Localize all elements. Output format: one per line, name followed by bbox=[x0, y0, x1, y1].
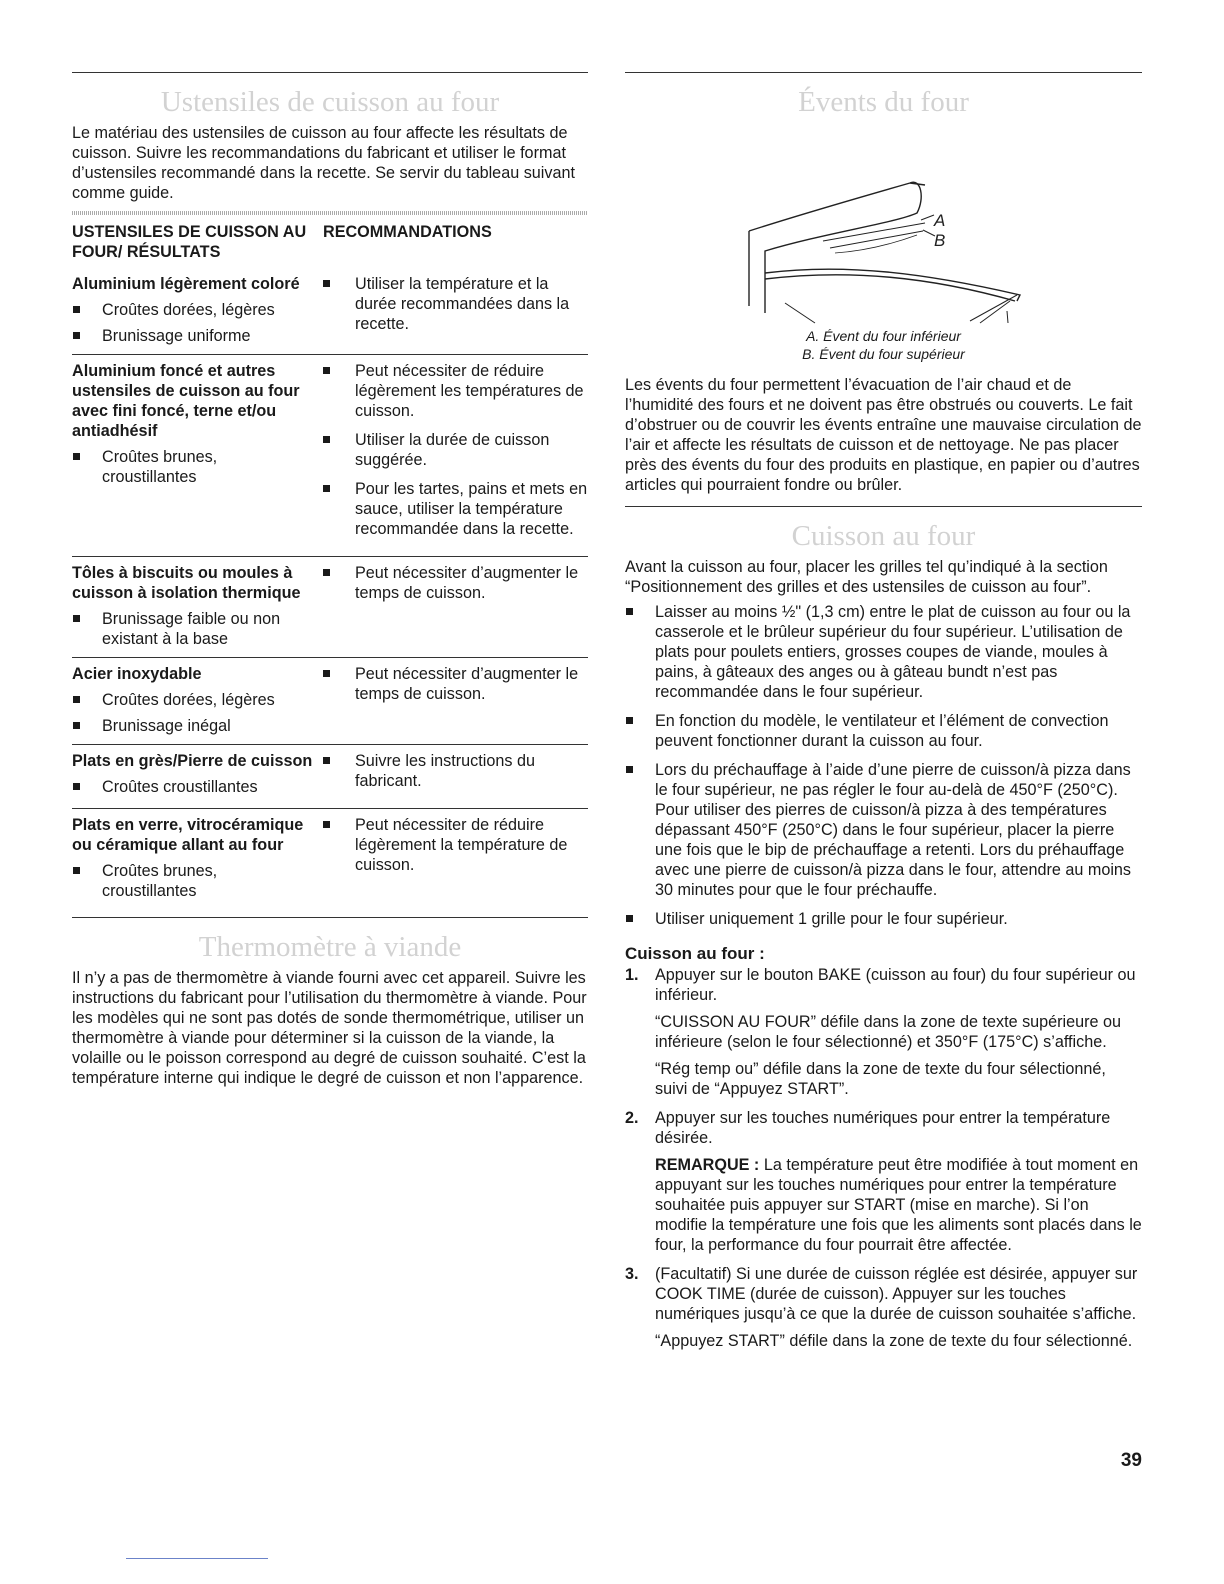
bakeware-cell bbox=[72, 355, 315, 557]
material-name: Aluminium légèrement coloré bbox=[72, 275, 300, 293]
note-label: REMARQUE : bbox=[655, 1156, 760, 1174]
section-rule bbox=[72, 917, 588, 918]
table-row bbox=[72, 809, 588, 910]
step-note bbox=[655, 1155, 1142, 1255]
bakeware-cell bbox=[72, 745, 315, 809]
recommendation-cell bbox=[315, 809, 588, 910]
result-item: Croûtes dorées, légères bbox=[72, 690, 315, 710]
step-paragraph: “Appuyez START” défile dans la zone de texte du four sélectionné. bbox=[655, 1332, 1133, 1350]
recommendation-item: Peut nécessiter d’augmenter le temps de cuisson. bbox=[323, 563, 588, 603]
recommendation-item: Peut nécessiter de réduire légèrement les températures de cuisson. bbox=[323, 361, 588, 421]
caption-lower-vent: A. Évent du four inférieur bbox=[806, 328, 961, 344]
baking-bullet: Laisser au moins ½" (1,3 cm) entre le plat de cuisson au four ou la casserole et le brûleur supérieur du four supérieur. L’utilisation de plats pour poulets entiers, grosses coupes de viande, moules à pains, à gâteaux des anges ou à gâteau bundt n’est pas recommandée dans le four supérieur. bbox=[625, 602, 1142, 702]
bakeware-cell bbox=[72, 809, 315, 910]
baking-step bbox=[625, 1264, 1142, 1351]
page-number: 39 bbox=[1120, 1450, 1142, 1471]
vents-title: Évents du four bbox=[798, 86, 969, 118]
table-header-bakeware: USTENSILES DE CUISSON AU FOUR/ RÉSULTATS bbox=[72, 223, 307, 261]
result-item: Brunissage faible ou non existant à la base bbox=[72, 609, 315, 649]
result-item: Brunissage uniforme bbox=[72, 326, 315, 346]
table-body bbox=[72, 268, 588, 909]
result-item: Croûtes dorées, légères bbox=[72, 300, 315, 320]
bakeware-table bbox=[72, 215, 588, 909]
recommendation-cell bbox=[315, 557, 588, 658]
recommendations-list bbox=[323, 664, 588, 704]
baking-bullet: En fonction du modèle, le ventilateur et l’élément de convection peuvent fonctionner durant la cuisson au four. bbox=[625, 711, 1142, 751]
result-item: Croûtes croustillantes bbox=[72, 777, 315, 797]
baking-step bbox=[625, 965, 1142, 1099]
thermometer-title: Thermomètre à viande bbox=[198, 931, 462, 963]
vent-label-a: A bbox=[934, 211, 946, 230]
recommendation-cell bbox=[315, 268, 588, 355]
baking-bullet: Utiliser uniquement 1 grille pour le four supérieur. bbox=[625, 909, 1142, 929]
results-list bbox=[72, 447, 315, 487]
recommendation-item: Utiliser la durée de cuisson suggérée. bbox=[323, 430, 588, 470]
recommendation-item: Peut nécessiter de réduire légèrement la température de cuisson. bbox=[323, 815, 588, 875]
table-row bbox=[72, 658, 588, 745]
table-row bbox=[72, 557, 588, 658]
bakeware-intro: Le matériau des ustensiles de cuisson au four affecte les résultats de cuisson. Suivre les recommandations du fabricant et utiliser le format d’ustensiles recommandé dans la recette. Se servir du tableau suivant comme guide. bbox=[72, 124, 575, 202]
recommendation-cell bbox=[315, 355, 588, 557]
results-list bbox=[72, 861, 315, 901]
results-list bbox=[72, 609, 315, 649]
baking-bullet: Lors du préchauffage à l’aide d’une pierre de cuisson/à pizza dans le four supérieur, ne pas régler le four au-delà de 450°F (250°C). Pour utiliser des pierres de cuisson/à pizza à des températures dépassant 450°F (250°C) dans le four supérieur, placer la pierre une fois que le bip de préchauffage a retenti. Lors du préhauffage avec une pierre de cuisson/à pizza dans le four, attendre au moins 30 minutes pour que le four préchauffe. bbox=[625, 760, 1142, 900]
recommendations-list bbox=[323, 815, 588, 875]
step-paragraph: Appuyer sur le bouton BAKE (cuisson au four) du four supérieur ou inférieur. bbox=[655, 966, 1136, 1004]
recommendation-item: Peut nécessiter d’augmenter le temps de cuisson. bbox=[323, 664, 588, 704]
recommendations-list bbox=[323, 274, 588, 334]
step-number: 2. bbox=[625, 1109, 639, 1127]
recommendations-list bbox=[323, 563, 588, 603]
vents-text: Les évents du four permettent l’évacuation de l’air chaud et de l’humidité des fours et ne doivent pas être obstrués ou couverts. Le fait d’obstruer ou de couvrir les évents entraîne une mauvaise circulation de l’air et affecte les résultats de cuisson et de nettoyage. Ne pas placer près des évents du four des produits en plastique, en papier ou d’autres articles qui pourraient fondre ou brûler. bbox=[625, 376, 1142, 494]
material-name: Plats en verre, vitrocéramique ou céramique allant au four bbox=[72, 816, 304, 854]
step-paragraph: “CUISSON AU FOUR” défile dans la zone de texte supérieure ou inférieure (selon le four sélectionné) et 350°F (175°C) s’affiche. bbox=[655, 1013, 1122, 1051]
oven-vents-drawing bbox=[625, 123, 1142, 327]
baking-subheading: Cuisson au four : bbox=[625, 944, 765, 963]
step-paragraph: Appuyer sur les touches numériques pour entrer la température désirée. bbox=[655, 1109, 1111, 1147]
material-name: Acier inoxydable bbox=[72, 665, 202, 683]
baking-intro: Avant la cuisson au four, placer les grilles tel qu’indiqué à la section “Positionnement des grilles et des ustensiles de cuisson au four”. bbox=[625, 558, 1108, 596]
recommendations-list bbox=[323, 751, 588, 791]
result-item: Croûtes brunes, croustillantes bbox=[72, 861, 315, 901]
bakeware-title: Ustensiles de cuisson au four bbox=[160, 86, 500, 118]
baking-title: Cuisson au four bbox=[791, 520, 976, 552]
vent-label-b: B bbox=[934, 231, 946, 250]
recommendations-list bbox=[323, 361, 588, 539]
result-item: Croûtes brunes, croustillantes bbox=[72, 447, 315, 487]
table-row bbox=[72, 268, 588, 355]
results-list bbox=[72, 690, 315, 736]
step-paragraph: (Facultatif) Si une durée de cuisson réglée est désirée, appuyer sur COOK TIME (durée de cuisson). Appuyer sur les touches numériques jusqu’à ce que la durée de cuisson souhaitée s’affiche. bbox=[655, 1265, 1138, 1323]
recommendation-item: Suivre les instructions du fabricant. bbox=[323, 751, 588, 791]
recommendation-cell bbox=[315, 745, 588, 809]
baking-steps bbox=[625, 965, 1142, 1351]
thermometer-text: Il n’y a pas de thermomètre à viande fourni avec cet appareil. Suivre les instructions du fabricant pour l’utilisation du thermomètre à viande. Pour les modèles qui ne sont pas dotés de sonde thermométrique, utiliser un thermomètre à viande pour déterminer si la cuisson de la viande, la volaille ou le poisson correspond au degré de cuisson souhaité. C’est la température interne qui indique le degré de cuisson et non l’apparence. bbox=[72, 969, 587, 1087]
left-column bbox=[72, 72, 588, 1088]
bakeware-cell bbox=[72, 268, 315, 355]
step-number: 3. bbox=[625, 1265, 639, 1283]
baking-bullets bbox=[625, 602, 1142, 929]
material-name: Plats en grès/Pierre de cuisson bbox=[72, 752, 313, 770]
bakeware-cell bbox=[72, 557, 315, 658]
step-paragraph: “Rég temp ou” défile dans la zone de texte du four sélectionné, suivi de “Appuyez START”. bbox=[655, 1060, 1106, 1098]
bakeware-cell bbox=[72, 658, 315, 745]
note-text: La température peut être modifiée à tout moment en appuyant sur les touches numériques pour entrer la température souhaitée puis appuyer sur START (mise en marche). Si l’on modifie la température une fois que les aliments sont placés dans le four, la performance du four pourrait être affectée. bbox=[655, 1156, 1142, 1254]
section-rule bbox=[625, 72, 1142, 73]
material-name: Aluminium foncé et autres ustensiles de cuisson au four avec fini foncé, terne et/ou antiadhésif bbox=[72, 362, 300, 440]
recommendation-item: Utiliser la température et la durée recommandées dans la recette. bbox=[323, 274, 588, 334]
section-rule bbox=[72, 72, 588, 73]
table-row bbox=[72, 745, 588, 809]
section-rule bbox=[625, 506, 1142, 507]
oven-vents-illustration bbox=[625, 123, 1142, 327]
results-list bbox=[72, 300, 315, 346]
table-row bbox=[72, 355, 588, 557]
results-list bbox=[72, 777, 315, 797]
step-number: 1. bbox=[625, 966, 639, 984]
footer-line bbox=[126, 1558, 268, 1559]
right-column bbox=[625, 72, 1142, 1360]
recommendation-item: Pour les tartes, pains et mets en sauce, utiliser la température recommandée dans la recette. bbox=[323, 479, 588, 539]
table-header-recommendations: RECOMMANDATIONS bbox=[323, 223, 492, 241]
material-name: Tôles à biscuits ou moules à cuisson à isolation thermique bbox=[72, 564, 301, 602]
caption-upper-vent: B. Évent du four supérieur bbox=[802, 346, 965, 362]
baking-step bbox=[625, 1108, 1142, 1255]
recommendation-cell bbox=[315, 658, 588, 745]
result-item: Brunissage inégal bbox=[72, 716, 315, 736]
